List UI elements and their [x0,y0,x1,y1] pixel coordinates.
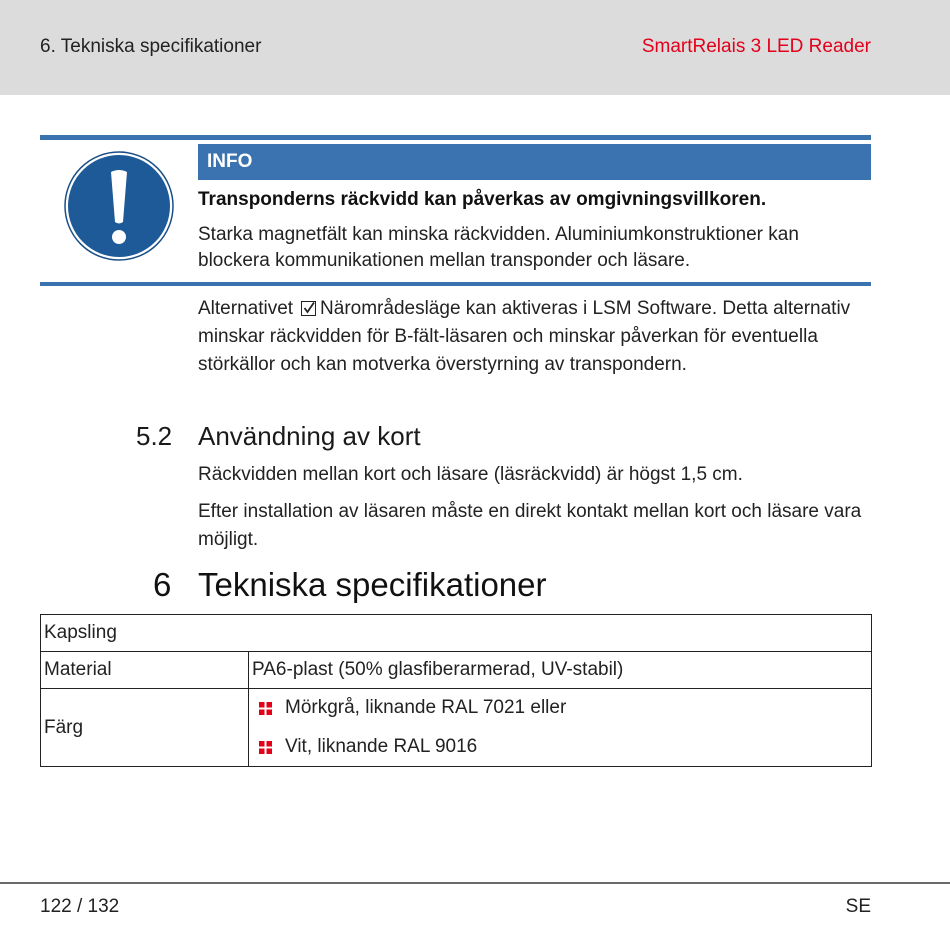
info-heading: Transponderns räckvidd kan påverkas av omgivningsvillkoren. [198,189,767,210]
table-row [41,689,872,767]
alternative-text: Närområdesläge kan aktiveras i LSM Software. Detta alternativ minskar räckvidden för B-fält-läsaren och minskar påverkan för eventuella störkällor och kan motverka överstyrning av transpondern. [198,298,851,375]
table-label-cell: Material [41,652,249,689]
section-5-2-number: 5.2 [136,421,173,451]
table-group-cell: Kapsling [41,615,872,652]
list-item [252,733,868,761]
section-6-title: Tekniska specifikationer [198,566,547,603]
language-code: SE [845,896,871,917]
spec-table [40,614,872,767]
table-row [41,652,872,689]
red-square-bullet-icon [259,741,272,754]
info-text: Starka magnetfält kan minska räckvidden. Aluminiumkonstruktioner kan blockera kommunikationen mellan transponder och läsare. [198,224,799,271]
footer-rule [0,882,950,884]
info-label-bar: INFO [198,144,871,180]
section-6-number: 6 [153,566,172,603]
header-product: SmartRelais 3 LED Reader [641,36,871,57]
table-value-cell: PA6-plast (50% glasfiberarmerad, UV-stabil) [249,652,872,689]
page-header [0,0,950,95]
alternative-prefix: Alternativet [198,298,294,319]
list-item [252,694,868,722]
section-5-2-title: Användning av kort [198,421,421,451]
table-value-cell [249,689,872,767]
red-square-bullet-icon [259,702,272,715]
installation-paragraph: Efter installation av läsaren måste en direkt kontakt mellan kort och läsare vara möjligt. [198,501,862,550]
table-label-cell: Färg [41,689,249,767]
exclamation-mark-icon [63,150,175,262]
range-paragraph: Räckvidden mellan kort och läsare (läsräckvidd) är högst 1,5 cm. [198,464,743,485]
list-item-text: Mörkgrå, liknande RAL 7021 eller [285,697,567,718]
table-row [41,615,872,652]
header-chapter: 6. Tekniska specifikationer [40,36,262,57]
checked-checkbox-icon [301,301,316,316]
page-number: 122 / 132 [40,896,120,917]
alternative-paragraph [198,295,863,379]
info-box-top-rule [40,135,871,140]
list-item-text: Vit, liknande RAL 9016 [285,736,478,757]
info-box-bottom-rule [40,282,871,286]
